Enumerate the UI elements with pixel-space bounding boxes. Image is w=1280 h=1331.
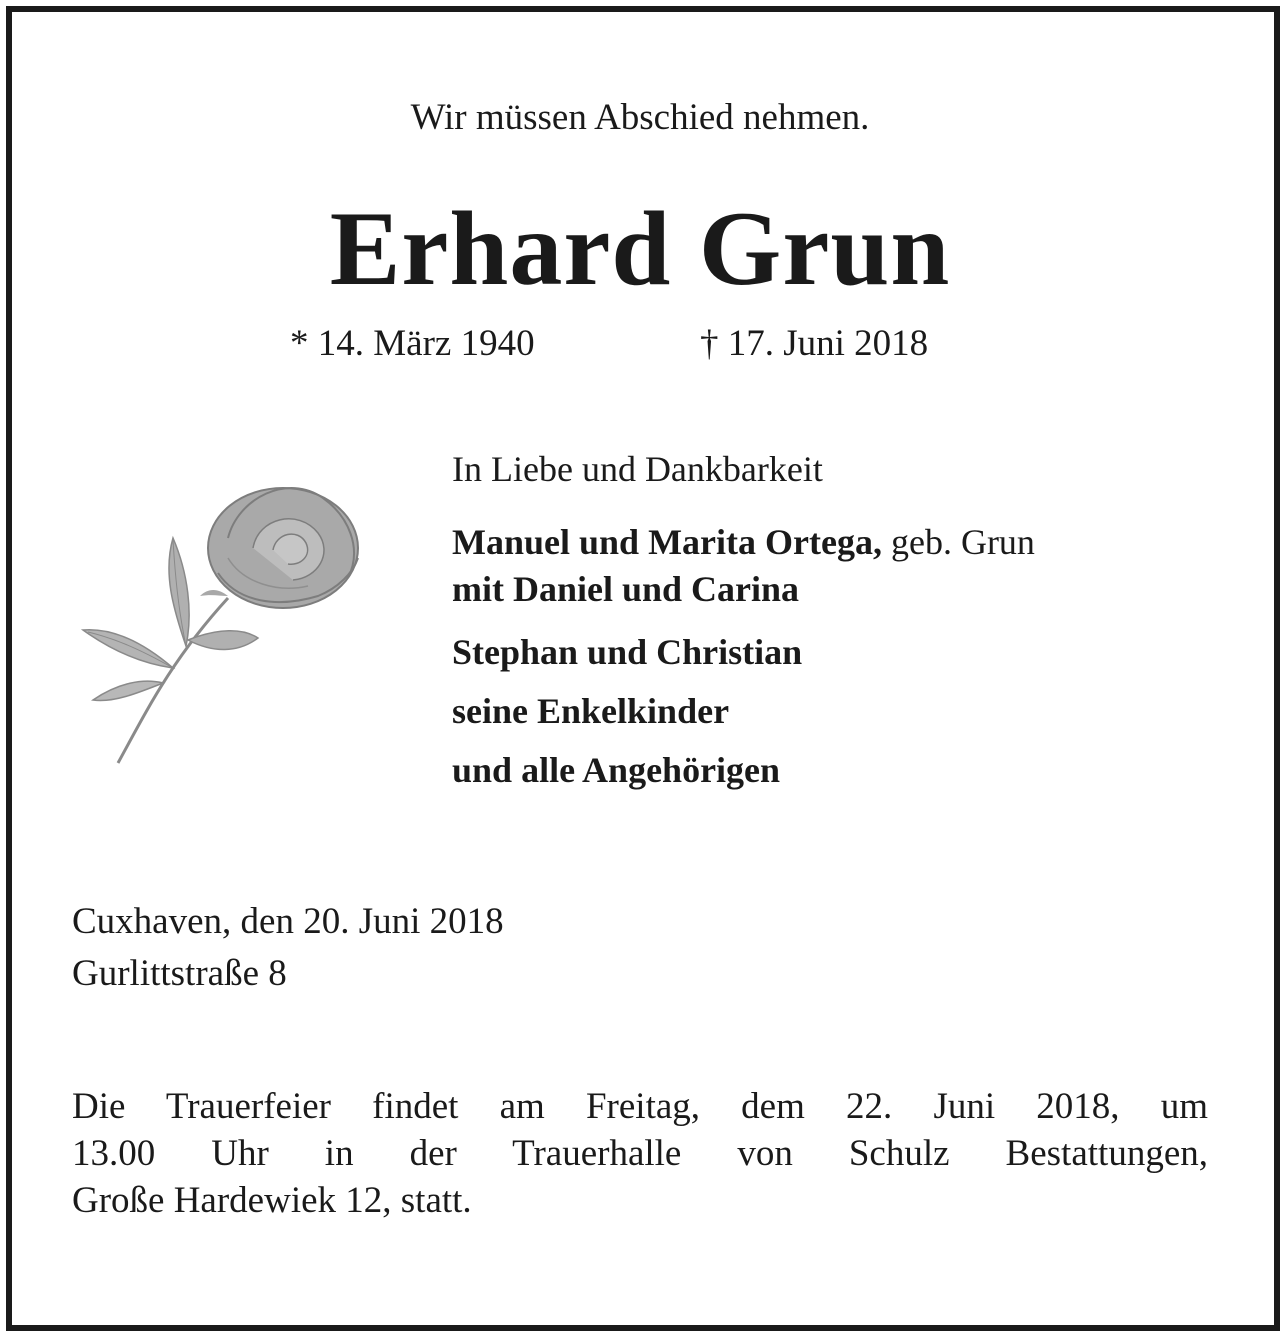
mourners-line-1-rest: geb. Grun bbox=[881, 522, 1035, 562]
service-line-1: Die Trauerfeier findet am Freitag, dem 22. Juni 2018, um bbox=[72, 1086, 1208, 1127]
service-line-3: Große Hardewiek 12, statt. bbox=[72, 1180, 472, 1221]
mourners-line-1 bbox=[452, 521, 1035, 563]
mourners-line-3 bbox=[452, 631, 802, 673]
mourners-line-3-text: Stephan und Christian bbox=[452, 632, 803, 672]
service-line-2: 13.00 Uhr in der Trauerhalle von Schulz Bestattungen, bbox=[72, 1133, 1208, 1174]
address: Gurlittstraße 8 bbox=[72, 953, 287, 994]
mourners-line-4 bbox=[452, 690, 729, 732]
mourners-line-2-text: mit Daniel und Carina bbox=[452, 569, 800, 609]
death-date: † 17. Juni 2018 bbox=[700, 323, 929, 364]
mourners-line-5-text: und alle Angehörigen bbox=[452, 750, 781, 790]
place-date: Cuxhaven, den 20. Juni 2018 bbox=[72, 901, 504, 942]
service-info bbox=[72, 1083, 1208, 1224]
birth-date: * 14. März 1940 bbox=[290, 323, 535, 364]
intro-text: Wir müssen Abschied nehmen. bbox=[410, 97, 870, 138]
mourners-line-1-bold: Manuel und Marita Ortega, bbox=[452, 522, 882, 562]
rose-icon bbox=[78, 478, 368, 768]
mourners-line-4-text: seine Enkelkinder bbox=[452, 691, 730, 731]
deceased-name: Erhard Grun bbox=[329, 190, 951, 307]
mourners-line-5 bbox=[452, 749, 780, 791]
mourners-line-2 bbox=[452, 568, 799, 610]
mourners-greeting: In Liebe und Dankbarkeit bbox=[452, 449, 823, 489]
